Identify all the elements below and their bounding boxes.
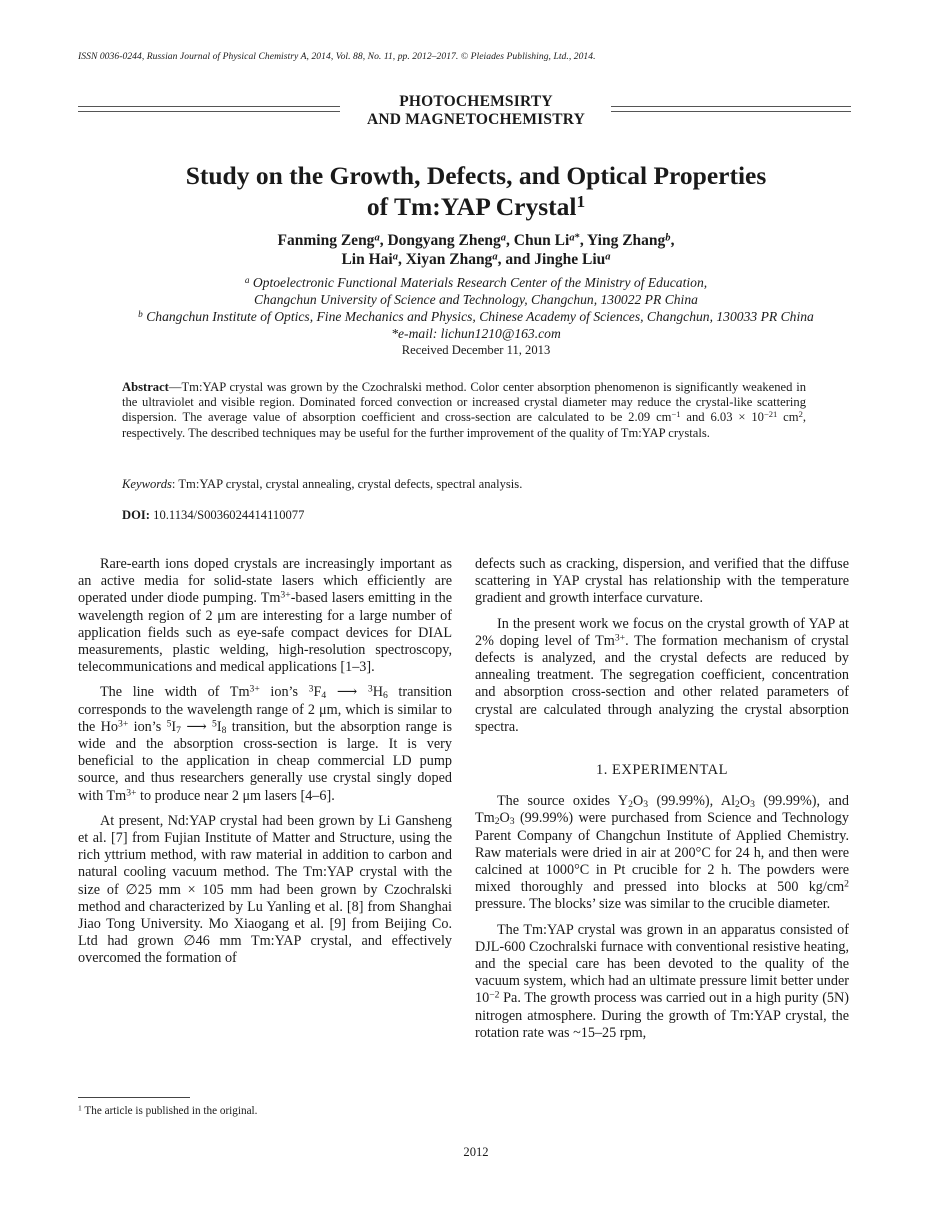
body-paragraph: The Tm:YAP crystal was grown in an apparatus consisted of DJL-600 Czochralski furnace with conventional resistive heating, and the special care has been devoted to the quality of the vacuum system, which had an ultimate pressure limit better under $10^{-2}$ Pa. The growth process was carried out in a high purity (5N) nitrogen atmosphere. During the growth of Tm:YAP crystal, the rotation rate was ~15–25 rpm, — [475, 921, 849, 1041]
section-heading — [330, 93, 622, 129]
title-footnote-mark: 1 — [576, 192, 586, 212]
keywords — [122, 477, 806, 492]
page-number: 2012 — [463, 1145, 489, 1159]
header-rule-left — [78, 106, 340, 112]
author-name: Chun Li — [513, 232, 570, 249]
doi-label: DOI: — [122, 508, 150, 522]
author-line2: Lin Hai$^a$, Xiyan Zhang$^a$, and Jinghe Liu$^a$ — [341, 251, 611, 268]
keywords-text: : Tm:YAP crystal, crystal annealing, crystal defects, spectral analysis. — [171, 477, 523, 491]
author-list — [100, 231, 852, 269]
author-affiliation-mark: a — [492, 251, 498, 263]
doi — [122, 508, 806, 523]
section-heading-line1: PHOTOCHEMSIRTY — [399, 93, 553, 110]
affiliation-a-line1: $^a$ Optoelectronic Functional Materials Research Center of the Ministry of Education, — [244, 274, 708, 290]
doi-value[interactable]: 10.1134/S0036024414110077 — [150, 508, 305, 522]
abstract-label: Abstract — [122, 380, 169, 394]
author-affiliation-mark: a — [500, 232, 506, 244]
journal-issn-line: ISSN 0036-0244, Russian Journal of Physical Chemistry A, 2014, Vol. 88, No. 11, pp. 2012–2017. © Pleiades Publishing, Ltd., 2014. — [78, 51, 596, 62]
affiliation-a-line2: Changchun University of Science and Technology, Changchun, 130022 PR China — [254, 292, 698, 307]
section-heading-line2: AND MAGNETOCHEMISTRY — [366, 111, 586, 128]
author-name: Lin Hai — [341, 251, 393, 268]
received-date: Received December 11, 2013 — [401, 343, 551, 357]
author-name: Fanming Zeng — [277, 232, 375, 249]
title-line2-text: of Tm:YAP Crystal — [366, 192, 577, 221]
title-line2 — [100, 191, 852, 222]
body-paragraph: In the present work we focus on the crystal growth of YAP at 2% doping level of $Tm^{3+}$. The formation mechanism of crystal defects is analyzed, and the crystal defects are reduced by annealing treatment. The segregation coefficient, concentration and absorption cross-section and other related parameters of crystal are calculated through analyzing the crystal absorption spectra. — [475, 615, 849, 735]
section-heading-experimental: 1. EXPERIMENTAL — [596, 762, 728, 779]
affiliation-b: $^b$ Changchun Institute of Optics, Fine Mechanics and Physics, Chinese Academy of Sciences, Changchun, 130033 PR China — [138, 308, 814, 324]
author-affiliation-mark: a — [374, 232, 380, 244]
body-paragraph: defects such as cracking, dispersion, and verified that the diffuse scattering in YAP crystal has relationship with the temperature gradient and growth interface curvature. — [475, 556, 849, 607]
header-rule-right — [611, 106, 851, 112]
body-paragraph: Rare-earth ions doped crystals are increasingly important as an active media for solid-state lasers which efficiently are operated under diode pumping. $Tm^{3+}$-based lasers emitting in the wavelength region of 2 μm are interesting for a large number of application fields such as eye-safe compact devices for DIAL measurements, plastic welding, high-resolution spectroscopy, telecommunications and medical applications [1–3]. — [78, 556, 452, 676]
author-name: Xiyan Zhang — [405, 251, 493, 268]
body-column-left — [78, 556, 452, 968]
body-column-right — [475, 556, 849, 1042]
author-name: Dongyang Zheng — [387, 232, 501, 249]
footnote: $^1$ The article is published in the original. — [78, 1103, 258, 1117]
body-paragraph: The line width of $Tm^{3+}$ ion’s $^3F_4$ ⟶ $^3H_6$ transition corresponds to the wavelength range of 2 μm, which is similar to the $Ho^{3+}$ ion’s $^5I_7$ ⟶ $^5I_8$ transition, but the absorption range is wide and the absorption cross-section is large. It is very beneficial to the application in cheap commercial LD pump source, and thus researchers generally use crystal singly doped with $Tm^{3+}$ to produce near 2 μm lasers [4–6]. — [78, 684, 453, 804]
footnote-rule — [78, 1097, 190, 1098]
author-name: Ying Zhang — [587, 232, 666, 249]
abstract: Abstract—Tm:YAP crystal was grown by the Czochralski method. Color center absorption phenomenon is significantly weakened in the ultraviolet and visible region. Dominated forced convection or increased crystal diameter may reduce the crystal-like scattering dispersion. The average value of absorption coefficient and cross-section are calculated to be 2.09 $cm^{-1}$ and $6.03 \times 10^{-21}$ $cm^2$, respectively. The described techniques may be useful for the further improvement of the quality of Tm:YAP crystals. — [122, 380, 806, 440]
author-line1: Fanming Zeng$^a$, Dongyang Zheng$^a$, Chun $Li^{a*}$, Ying Zhang$^b$, — [277, 232, 675, 249]
corresponding-email: *e-mail: lichun1210@163.com — [391, 326, 561, 341]
keywords-label: Keywords — [122, 477, 172, 491]
author-affiliation-mark: b — [665, 232, 671, 244]
article-title — [100, 160, 852, 222]
body-paragraph: At present, Nd:YAP crystal had been grown by Li Gansheng et al. [7] from Fujian Institute of Matter and Structure, using the rich yttrium method, with raw material in addition to carbon and natural cooling vacuum method. The Tm:YAP crystal with the size of ∅25 mm × 105 mm had been grown by Czochralski method and characterized by Lu Yanling et al. [8] from Shanghai Jiao Tong University. Mo Xiaogang et al. [9] from Beijing Co. Ltd had grown ∅46 mm Tm:YAP crystal, and effectively overcomed the formation of — [78, 812, 452, 967]
author-name: Jinghe Liu — [534, 251, 606, 268]
body-paragraph: The source oxides $Y_2O_3$ (99.99%), $Al_2O_3$ (99.99%), and $Tm_2O_3$ (99.99%) were purchased from Science and Technology Parent Company of Changchun Institute of Applied Chemistry. Raw materials were dried in air at 200°C for 24 h, and then were calcined at 1000°C in Pt crucible for 2 h. The powders were mixed thoroughly and pressed into blocks at 500 $kg/cm^2$ pressure. The blocks’ size was similar to the crucible diameter. — [475, 793, 849, 913]
affiliations — [40, 274, 912, 342]
title-line1: Study on the Growth, Defects, and Optical Properties — [185, 161, 767, 190]
author-affiliation-mark: a — [392, 251, 398, 263]
author-affiliation-mark: a* — [569, 232, 580, 244]
author-affiliation-mark: a — [605, 251, 611, 263]
